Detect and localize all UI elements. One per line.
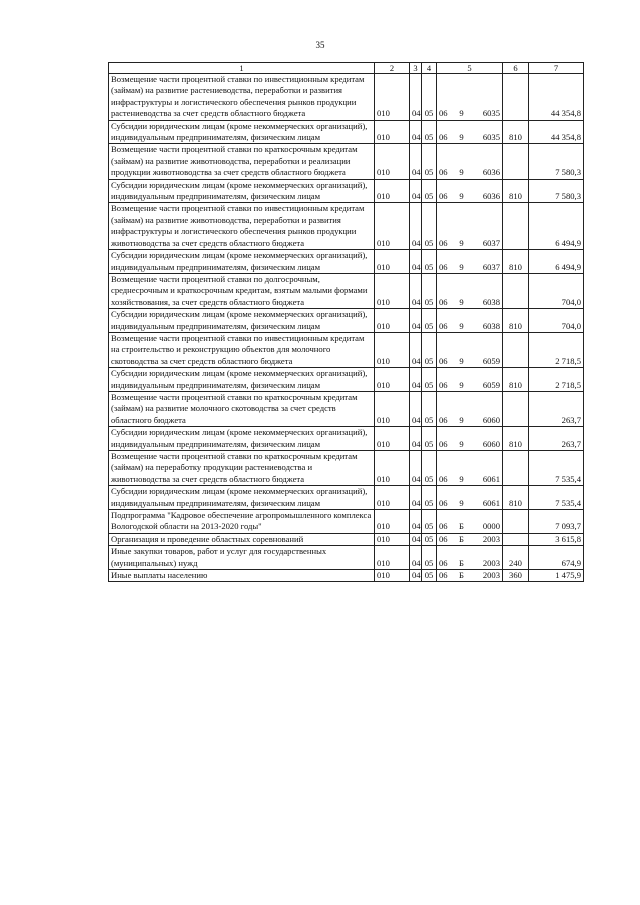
section-cell: 04 (410, 309, 422, 333)
section-cell: 04 (410, 533, 422, 545)
subsection-cell: 05 (422, 273, 437, 308)
target-article-cell (437, 273, 503, 308)
target-article-part: 06 (439, 296, 448, 307)
target-article-part: 6061 (482, 497, 500, 508)
target-article-part: 06 (439, 473, 448, 484)
target-article-cell (437, 144, 503, 179)
target-article-cell (437, 533, 503, 545)
target-article-part: 6059 (482, 355, 500, 366)
column-header: 1 (109, 63, 375, 74)
table-row (109, 510, 584, 534)
amount-cell: 44 354,8 (529, 120, 584, 144)
target-article-part: 06 (439, 533, 448, 544)
grbs-cell: 010 (375, 332, 410, 367)
section-cell: 04 (410, 332, 422, 367)
section-cell: 04 (410, 144, 422, 179)
target-article-cell (437, 332, 503, 367)
subsection-cell: 05 (422, 120, 437, 144)
grbs-cell: 010 (375, 451, 410, 486)
target-article-cell (437, 368, 503, 392)
target-article-part: 6036 (482, 191, 500, 202)
grbs-cell: 010 (375, 427, 410, 451)
grbs-cell: 010 (375, 179, 410, 203)
item-name-cell: Организация и проведение областных соревнований (109, 533, 375, 545)
column-header: 2 (375, 63, 410, 74)
target-article-part: 06 (439, 414, 448, 425)
table-row (109, 332, 584, 367)
page-number: 35 (315, 40, 325, 50)
section-cell: 04 (410, 486, 422, 510)
target-article-part: Б (459, 557, 464, 568)
target-article-part: 6037 (482, 237, 500, 248)
target-article-cell (437, 570, 503, 582)
item-name-cell: Возмещение части процентной ставки по краткосрочным кредитам (займам) на развитие животноводства, переработки и реализации продукции животноводства за счет средств областного бюджета (109, 144, 375, 179)
subsection-cell: 05 (422, 391, 437, 426)
table-row (109, 120, 584, 144)
table-row (109, 144, 584, 179)
grbs-cell: 010 (375, 510, 410, 534)
amount-cell: 704,0 (529, 273, 584, 308)
grbs-cell: 010 (375, 486, 410, 510)
expense-type-cell (503, 391, 529, 426)
amount-cell: 7 535,4 (529, 486, 584, 510)
grbs-cell: 010 (375, 74, 410, 121)
grbs-cell: 010 (375, 273, 410, 308)
item-name-cell: Возмещение части процентной ставки по инвестиционным кредитам (займам) на развитие животноводства, переработки и развития инфраструктуры и логистического обеспечения рынков продукции животноводства за счет средств областного бюджета (109, 203, 375, 250)
section-cell: 04 (410, 451, 422, 486)
expense-type-cell: 810 (503, 250, 529, 274)
target-article-part: 06 (439, 355, 448, 366)
amount-cell: 704,0 (529, 309, 584, 333)
item-name-cell: Иные выплаты населению (109, 570, 375, 582)
target-article-part: Б (459, 521, 464, 532)
table-row (109, 250, 584, 274)
target-article-cell (437, 74, 503, 121)
subsection-cell: 05 (422, 570, 437, 582)
amount-cell: 6 494,9 (529, 250, 584, 274)
target-article-part: 9 (459, 296, 464, 307)
expense-type-cell (503, 74, 529, 121)
table-row (109, 309, 584, 333)
section-cell: 04 (410, 120, 422, 144)
expense-type-cell (503, 451, 529, 486)
target-article-part: 9 (459, 355, 464, 366)
subsection-cell: 05 (422, 309, 437, 333)
target-article-part: 6060 (482, 438, 500, 449)
target-article-part: 06 (439, 108, 448, 119)
grbs-cell: 010 (375, 203, 410, 250)
target-article-part: 6061 (482, 473, 500, 484)
section-cell: 04 (410, 74, 422, 121)
amount-cell: 674,9 (529, 546, 584, 570)
target-article-part: 9 (459, 167, 464, 178)
table-header-row (109, 63, 584, 74)
expense-type-cell (503, 533, 529, 545)
item-name-cell: Возмещение части процентной ставки по краткосрочным кредитам (займам) на развитие молочного скотоводства за счет средств областного бюджета (109, 391, 375, 426)
expense-type-cell (503, 144, 529, 179)
target-article-part: 06 (439, 557, 448, 568)
table-row (109, 451, 584, 486)
amount-cell: 7 093,7 (529, 510, 584, 534)
target-article-part: Б (459, 533, 464, 544)
subsection-cell: 05 (422, 144, 437, 179)
section-cell: 04 (410, 391, 422, 426)
section-cell: 04 (410, 368, 422, 392)
target-article-part: 06 (439, 497, 448, 508)
item-name-cell: Субсидии юридическим лицам (кроме некоммерческих организаций), индивидуальным предпринимателям, физическим лицам (109, 427, 375, 451)
grbs-cell: 010 (375, 120, 410, 144)
subsection-cell: 05 (422, 74, 437, 121)
item-name-cell: Подпрограмма "Кадровое обеспечение агропромышленного комплекса Вологодской области на 2013-2020 годы" (109, 510, 375, 534)
subsection-cell: 05 (422, 486, 437, 510)
subsection-cell: 05 (422, 451, 437, 486)
expense-type-cell (503, 332, 529, 367)
amount-cell: 263,7 (529, 427, 584, 451)
amount-cell: 263,7 (529, 391, 584, 426)
item-name-cell: Возмещение части процентной ставки по инвестиционным кредитам на строительство и реконструкцию объектов для молочного скотоводства за счет средств областного бюджета (109, 332, 375, 367)
subsection-cell: 05 (422, 510, 437, 534)
target-article-part: 9 (459, 132, 464, 143)
table-row (109, 570, 584, 582)
amount-cell: 3 615,8 (529, 533, 584, 545)
grbs-cell: 010 (375, 570, 410, 582)
column-header: 4 (422, 63, 437, 74)
amount-cell: 7 580,3 (529, 179, 584, 203)
table-row (109, 203, 584, 250)
item-name-cell: Субсидии юридическим лицам (кроме некоммерческих организаций), индивидуальным предпринимателям, физическим лицам (109, 179, 375, 203)
column-header: 3 (410, 63, 422, 74)
expense-type-cell: 810 (503, 427, 529, 451)
section-cell: 04 (410, 570, 422, 582)
target-article-cell (437, 309, 503, 333)
target-article-cell (437, 179, 503, 203)
target-article-part: 06 (439, 191, 448, 202)
target-article-part: 9 (459, 261, 464, 272)
expense-type-cell: 810 (503, 120, 529, 144)
target-article-cell (437, 510, 503, 534)
target-article-part: 06 (439, 132, 448, 143)
section-cell: 04 (410, 203, 422, 250)
target-article-part: 9 (459, 379, 464, 390)
amount-cell: 7 535,4 (529, 451, 584, 486)
grbs-cell: 010 (375, 144, 410, 179)
expense-type-cell: 810 (503, 368, 529, 392)
target-article-part: 06 (439, 521, 448, 532)
item-name-cell: Субсидии юридическим лицам (кроме некоммерческих организаций), индивидуальным предпринимателям, физическим лицам (109, 368, 375, 392)
amount-cell: 2 718,5 (529, 332, 584, 367)
subsection-cell: 05 (422, 368, 437, 392)
target-article-cell (437, 486, 503, 510)
target-article-part: 6036 (482, 167, 500, 178)
grbs-cell: 010 (375, 533, 410, 545)
item-name-cell: Субсидии юридическим лицам (кроме некоммерческих организаций), индивидуальным предпринимателям, физическим лицам (109, 250, 375, 274)
target-article-cell (437, 120, 503, 144)
table-row (109, 427, 584, 451)
expense-type-cell (503, 510, 529, 534)
target-article-part: Б (459, 570, 464, 581)
item-name-cell: Возмещение части процентной ставки по краткосрочным кредитам (займам) на переработку продукции растениеводства и животноводства за счет средств областного бюджета (109, 451, 375, 486)
amount-cell: 44 354,8 (529, 74, 584, 121)
target-article-part: 06 (439, 261, 448, 272)
subsection-cell: 05 (422, 203, 437, 250)
target-article-part: 6037 (482, 261, 500, 272)
section-cell: 04 (410, 546, 422, 570)
target-article-part: 6059 (482, 379, 500, 390)
amount-cell: 2 718,5 (529, 368, 584, 392)
table-row (109, 179, 584, 203)
target-article-part: 9 (459, 191, 464, 202)
item-name-cell: Иные закупки товаров, работ и услуг для государственных (муниципальных) нужд (109, 546, 375, 570)
section-cell: 04 (410, 250, 422, 274)
target-article-part: 06 (439, 320, 448, 331)
item-name-cell: Возмещение части процентной ставки по инвестиционным кредитам (займам) на развитие растениеводства, переработки и развития инфраструктуры и логистического обеспечения рынков продукции растениеводства за счет средств областного бюджета (109, 74, 375, 121)
target-article-part: 2003 (482, 557, 500, 568)
section-cell: 04 (410, 427, 422, 451)
item-name-cell: Субсидии юридическим лицам (кроме некоммерческих организаций), индивидуальным предпринимателям, физическим лицам (109, 120, 375, 144)
target-article-cell (437, 250, 503, 274)
target-article-cell (437, 451, 503, 486)
target-article-part: 2003 (482, 570, 500, 581)
grbs-cell: 010 (375, 368, 410, 392)
target-article-part: 9 (459, 320, 464, 331)
table-row (109, 486, 584, 510)
amount-cell: 6 494,9 (529, 203, 584, 250)
section-cell: 04 (410, 273, 422, 308)
target-article-part: 6038 (482, 320, 500, 331)
column-header: 7 (529, 63, 584, 74)
target-article-part: 9 (459, 414, 464, 425)
grbs-cell: 010 (375, 309, 410, 333)
target-article-part: 6035 (482, 132, 500, 143)
amount-cell: 7 580,3 (529, 144, 584, 179)
target-article-part: 9 (459, 237, 464, 248)
table-row (109, 368, 584, 392)
target-article-part: 06 (439, 167, 448, 178)
column-header: 6 (503, 63, 529, 74)
expense-type-cell: 810 (503, 486, 529, 510)
budget-table (108, 62, 584, 582)
expense-type-cell (503, 203, 529, 250)
target-article-part: 6060 (482, 414, 500, 425)
section-cell: 04 (410, 510, 422, 534)
expense-type-cell: 360 (503, 570, 529, 582)
item-name-cell: Субсидии юридическим лицам (кроме некоммерческих организаций), индивидуальным предпринимателям, физическим лицам (109, 309, 375, 333)
target-article-part: 06 (439, 237, 448, 248)
subsection-cell: 05 (422, 250, 437, 274)
target-article-cell (437, 427, 503, 451)
expense-type-cell: 810 (503, 309, 529, 333)
grbs-cell: 010 (375, 546, 410, 570)
subsection-cell: 05 (422, 533, 437, 545)
target-article-part: 06 (439, 570, 448, 581)
amount-cell: 1 475,9 (529, 570, 584, 582)
table-row (109, 273, 584, 308)
section-cell: 04 (410, 179, 422, 203)
target-article-part: 9 (459, 473, 464, 484)
item-name-cell: Возмещение части процентной ставки по долгосрочным, среднесрочным и краткосрочным кредитам, взятым малыми формами хозяйствования, за счет средств областного бюджета (109, 273, 375, 308)
target-article-part: 9 (459, 438, 464, 449)
subsection-cell: 05 (422, 427, 437, 451)
subsection-cell: 05 (422, 332, 437, 367)
target-article-cell (437, 203, 503, 250)
subsection-cell: 05 (422, 179, 437, 203)
grbs-cell: 010 (375, 250, 410, 274)
expense-type-cell: 240 (503, 546, 529, 570)
subsection-cell: 05 (422, 546, 437, 570)
table-row (109, 546, 584, 570)
table-row (109, 533, 584, 545)
target-article-part: 2003 (482, 533, 500, 544)
item-name-cell: Субсидии юридическим лицам (кроме некоммерческих организаций), индивидуальным предпринимателям, физическим лицам (109, 486, 375, 510)
expense-type-cell (503, 273, 529, 308)
target-article-part: 9 (459, 108, 464, 119)
expense-type-cell: 810 (503, 179, 529, 203)
target-article-part: 9 (459, 497, 464, 508)
grbs-cell: 010 (375, 391, 410, 426)
table-row (109, 74, 584, 121)
target-article-part: 0000 (482, 521, 500, 532)
target-article-cell (437, 391, 503, 426)
target-article-part: 06 (439, 438, 448, 449)
table-row (109, 391, 584, 426)
column-header: 5 (437, 63, 503, 74)
target-article-cell (437, 546, 503, 570)
target-article-part: 6035 (482, 108, 500, 119)
target-article-part: 06 (439, 379, 448, 390)
target-article-part: 6038 (482, 296, 500, 307)
